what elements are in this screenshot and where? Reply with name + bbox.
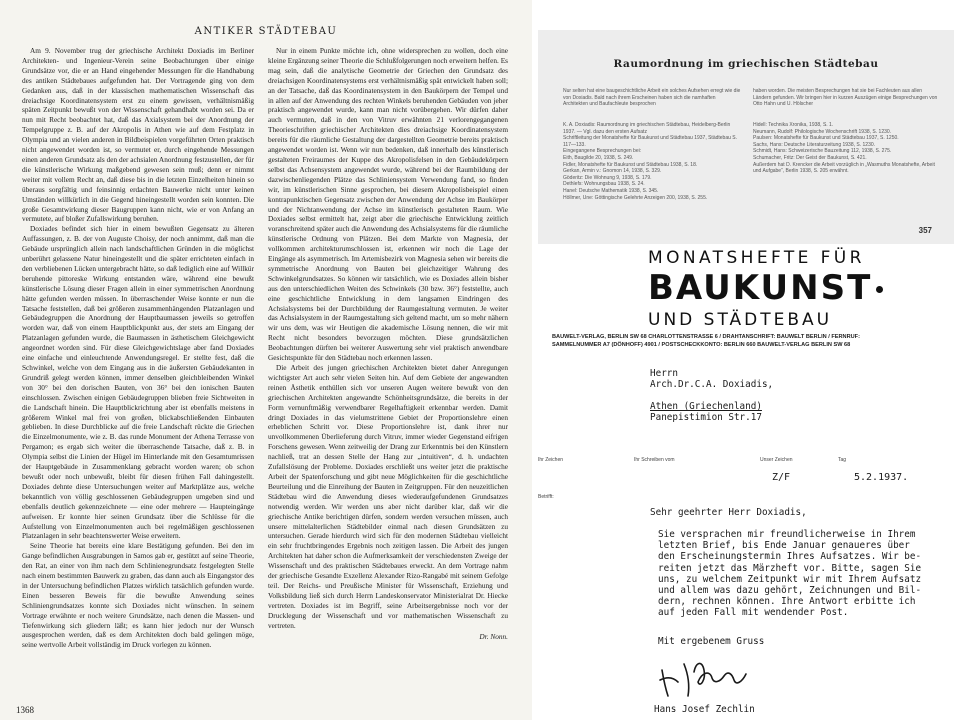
article-column-1: [22, 46, 254, 682]
letterhead-line-2: [648, 268, 883, 308]
paragraph: Doxiades befindet sich hier in einem bewußten Gegensatz zu älteren Auffassungen, z. B. der von Auguste Choisy, der noch annimmt, daß man die Gebäude ursprünglich allein nach landschaftlichen Gründen in die möglichst unberührt gelassene Natur hineingestellt und die später errichteten einfach in den verbliebenen Lücken untergebracht hätte, so daß lediglich eine auf Willkür beruhende pittoreske Wirkung entstanden wäre, während eine bewußt künstlerische Lösung dieser Fragen allein in einer symmetrischen Anordnung hätte gefunden werden müssen. In überraschender Weise konnte er nun die Tatsache feststellen, daß bei größeren zusammenhängenden Platzanlagen und Gebäudegruppen die Anordnung der Hauptbaumassen jeweils so getroffen worden war, daß von einem Hauptblickpunkt aus, der stets am Eingang der Platzanlagen gefunden wurde, die Baumassen in ästhetischem Gleichgewicht angeordnet worden sind. Für diese Gleichgewichtslage aber fand Doxiades eine einfache und einleuchtende Anwendungsregel. Er stellte fest, daß die Schwinkel, welche von dem Eingang aus in die äußersten Gebäudekanten in Grundriß gelegt werden können, immer denselben gleichbleibenden Winkel von 30° bei den dorischen Bauten, von 36° bei den ionischen Bauten einschlossen. Zwischen einigen Gebäudegruppen blieben freie Sichtweiten in die Landschaft hinein. Die Hauptblickrichtung aber ist ebenfalls meistens in größerem Winkel mal frei von großen, blickabschließenden Einbauten geblieben. In diese Durchblicke auf die freie Landschaft rückte die Griechen die Einzelmonumente, wie z. B. das runde Monument der Athena Terrasse von Pergamon; es ergab sich weiter die überraschende Tatsache, daß z. B. in Olympia selbst die Linien der Hügel im Hinterlande mit den Gesamtumrissen der Hauptgebäude in Zusammenklang gebracht worden waren; ob schon bewußt oder noch unbewußt, bleibt für diesen frühen Fall dahingestellt. Doxiades dehnte diese Untersuchungen weiter auf Marktplätze aus, welche bekanntlich von völlig geschlossenen Gebäudegruppen umgeben sind und ebenfalls deutlich gekennzeichnete — eine oder mehrere — Haupteingänge aufweisen. Er konnte hier seinen Grundsatz über die Schlüsse für die Aufstellung von Einzelmonumenten auch bei regelmäßigen geschlossenen Platzanlagen in sehr beachtenswerter Weise erweitern.: [22, 224, 254, 541]
article-title: ANTIKER STÄDTEBAU: [194, 26, 338, 37]
paragraph: Nur in einem Punkte möchte ich, ohne widersprechen zu wollen, doch eine kleine Ergänzung seiner Theorie die Schlußfolgerungen noch erweitern helfen. Es mag sein, daß die analytische Geometrie der Griechen den Grundsatz des dreiachsigen Koordinatensystems erst verhältnismäßig spät entwickelt haben soll; an der Tatsache, daß das Koordinatensystem in den Baukörpern der Tempel und in allen auf der Anwendung des rechten Winkels beruhenden Gebäuden von jeher praktisch angewendet wurde, kann man nicht vorübergehen. Wir dürfen daher auch vermuten, daß in den von Vitruv erwähnten 21 verlorengegangenen Theorieschriften griechischer Architekten dies dreiachsige Koordinatensystem bereits für die räumliche Gestaltung der dargestellten Geometrie bereits praktisch angewendet worden ist. Wenn wir nun bedenken, daß innerhalb des künstlerisch gestalteten Freiraumes der Kuppe des Akropolisfelsen in den Gebäudekörpern selbst das Achsensystem angewendet wurde, während bei der Raumbildung der dazwischenliegenden Plätze das Schliniensystem Verwendung fand, so finden wir, im künstlerischen Sinne gesprochen, bei diesem Akropolisbeispiel einen kontrapunktischen Gegensatz zwischen der Anwendung der Achse im Baukörper und der Nichtanwendung der Achse im künstlerisch gestalteten Raum. Wie Doxiades selbst ermittelt hat, zeigt aber die griechische Entwicklung zeitlich voranschreitend später auch die Anwendung des Achsialsystems für die räumliche künstlerische Ordnung von Plätzen. Bei dem Markte von Magnesia, der vollkommen architekturumschlossen ist, erkennen wir noch die Lage der Eingänge als asymmetrisch. Im Artemisbezirk von Magnesia sehen wir bereits die symmetrische Anordnung von Bauten bei gleichzeitiger Wahrung des Schwinkelgrundsatzes. So können wir tatsächlich, wie es Doxiades allein bisher aus den unterschiedlichen Weiten des Schwinkels (30 bzw. 36°) feststellte, auch eine geschichtliche Entwicklung in dem langsamen Eindringen des Achsialsystems bei der Durchbildung der Raumgestaltung vermuten. Je weiter das Achsialsystem in der Raumgestaltung sich geltend macht, um so mehr nähern wir uns dem, was wir Heutigen die akademische Lösung nennen, die wir mit Recht nicht besonders bevorzugen möchten. Diese grundsätzlichen Beobachtungen dürften bei weiterer Auswertung sehr viel praktisch anwendbare Gesichtspunkte für den Städtebau noch erkennen lassen.: [268, 46, 508, 363]
value-tag: 5.2.1937.: [854, 472, 909, 483]
review-list-left: K. A. Doxiadis: Raumordnung im griechischen Städtebau, Heidelberg-Berlin 1937. — Vgl. dazu den ersten Aufsatz Schriftleitung der Monatshefte für Baukunst und Städtebau 1937, Städtebau S. 117—133. Eingegangene Besprechungen bei: Eith, Baugilde 20, 1938, S. 249. Fidler, Monatshefte für Baukunst und Städtebau 1938, S. 18. Gerkan, Armin v.: Gnomon 14, 1938, S. 329. Göderitz: Die Wohnung 9, 1938, S. 179. Dethlefs: Wohnungsbau 1938, S. 24. Hanel: Deutsche Mathematik 1938, S. 345. Höllmer, Une: Göttingische Gelehrte Anzeigen 200, 1938, S. 255.: [563, 122, 738, 201]
handwritten-signature-icon: [654, 652, 774, 702]
recipient-line-1: Herrn: [650, 368, 678, 379]
letterhead-baukunst: BAUKUNST: [648, 268, 873, 308]
letter-body: Sie versprachen mir freundlicherweise in Ihrem letzten Brief, bis Ende Januar genaueres über den Erscheinungstermin Ihres Aufsatzes. Wir be- reiten jetzt das Märzheft vor. Bitte, sagen Sie uns, zu welchem Zeitpunkt wir mit Ihrem Aufsatz und allem was dazu gehört, Zeichnungen und Bil- dern, rechnen können. Ihre Antwort erbitte ich auf jeden Fall mit wendender Post.: [658, 529, 922, 619]
author-signature: Dr. Nonn.: [479, 632, 508, 642]
review-title: Raumordnung im griechischen Städtebau: [613, 58, 879, 70]
label-ihr-schreiben: Ihr Schreiben vom: [634, 457, 675, 463]
paragraph: Seine Theorie hat bereits eine klare Bestätigung gefunden. Bei den im Gange befindlichen Ausgrabungen in Samos gab er, gestützt auf seine Theorie, den Rat, an einer von ihm nach dem Schlinienegrundsatz festgelegten Stelle nach einem bestimmten Bauwerk zu graben, das dann auch als Eingangstor des in der Untersuchung befindlichen Platzes wirklich tatsächlich gefunden wurde. Einen besseren Beweis für die bewußte Anwendung seines Schliniengrundsatzes konnte sich Doxiades nicht wünschen. In seinem Vortrage erwähnte er noch weitere Grundsätze, nach denen die Massen- und Tiefenwirkung sich gliedern läßt; es kann hier jedoch nur der Wunsch ausgesprochen werden, daß es dem Architekten doch bald gelingen möge, seine wertvolle Arbeit vollständig im Druck vorlegen zu können.: [22, 541, 254, 650]
paragraph: Am 9. November trug der griechische Architekt Doxiadis im Berliner Architekten- und Ingenieur-Verein seine Beobachtungen über einige Grundsätze vor, die er an Hand eingehender Messungen für die Handhabung des antiken Städtebaues aufgefunden hat. Der Vortragende ging von dem Gedanken aus, daß in der klassischen mathematischen Wissenschaft das dreiachsige Koordinatensystem erst zu einem gewissen, verhältnismäßig späten Zeitpunkt bewußt von der Wissenschaft gehandhabt worden sei. Da er nun mit Recht beobachtet hat, daß das Axialsystem bei der Anordnung der Tempelgruppe z. B. auf der Akropolis in Athen wie auf dem Festplatz in Olympia und an vielen anderen in Bildbeispielen vorgeführten Orten praktisch nicht angewendet worden ist, so vermutet er, durch eingehende Messungen einen anderen Grundsatz als den der achsialen Anordnung festzustellen, der für die künstlerische Wirkung maßgebend gewesen sein muß; denn er nimmt weiter mit vollem Recht an, daß diese bis in die letzten Einzelheiten hinein so überaus sorgfältig und feinsinnig erdachten Bauwerke nicht unter keinen Umständen willkürlich in die Gegend hineingestellt worden sein konnten. Die große Gesamtwirkung dieser Baugruppen kann nicht, wie er von Anfang an vermutete, auf bloßer Zufallswirkung beruhen.: [22, 46, 254, 224]
letterhead-line-3: UND STÄDTEBAU: [648, 310, 833, 330]
letterhead-dot-icon: [876, 286, 883, 293]
label-betreff: Betrifft:: [538, 494, 554, 500]
article-column-2: [268, 46, 508, 682]
review-page-number: 357: [918, 226, 932, 235]
salutation: Sehr geehrter Herr Doxiadis,: [650, 507, 807, 518]
label-ihr-zeichen: Ihr Zeichen: [538, 457, 564, 463]
intro-text-right: haben worden. Die meisten Besprechungen hat sie bei Fachleuten aus allen Ländern gefunden. Wir bringen hier in kurzen Auszügen einige Besprechungen von Otto Hahn und U. Hölscher: [753, 88, 938, 108]
recipient-street: Panepistimion Str.17: [650, 412, 762, 423]
label-unser-zeichen: Unser Zeichen: [760, 457, 793, 463]
value-unser-zeichen: Z/F: [772, 472, 791, 483]
publisher-line-2: SAMMELNUMMER A7 (DÖNHOFF) 4901 / POSTSCHECKKONTO: BERLIN 660 BAUWELT-VERLAG BERLIN SW 68: [552, 342, 851, 348]
closing: Mit ergebenem Gruss: [658, 636, 765, 647]
recipient-city: Athen (Griechenland): [650, 401, 762, 412]
paragraph: Die Arbeit des jungen griechischen Architekten bietet daher Anregungen wichtigster Art auch sehr vielen Seiten hin. Auf dem Gebiete der angewandten reinen Ästhetik enthüllen sich vor unseren Augen weitere bewußt von den griechischen Architekten angewandte Schönheitsgrundsätze, die bereits in der Form vernunftmäßig verwendbarer Regelhaftigkeit erkennbar werden. Damit dringt Doxiades in das vielumstrittene Gebiet der Proportionslehre einen erheblichen Schritt vor. Diese Proportionslehre ist, dank ihrer nur unvollkommenen Überlieferung durch Vitruv, immer wieder Gegenstand eifrigen Forschens gewesen. Wenn zeitweilig der Drang zur Erkenntnis bei den Künstlern nachließ, trat an dessen Stelle der Hang zur „intuitiven“, d. h. undachten Zufallslösung der Probleme. Doxiades erschließt uns weiter jetzt die praktische Arbeit der Spatenforschung und gibt neue Möglichkeiten für die geschichtliche Beurteilung und die Einreihung der Bauten in Zeitgruppen. Für den neuzeitlichen Städtebau wird die Anwendung dieses wiederaufgefundenen Grundsatzes notwendig werden. Wir werden uns aber nicht darüber klar, daß wir die griechische Antike berichtigen dürfen, sondern werden versuchen müssen, auch unsere mittelalterlichen Städtebilder einmal nach diesen Grundsätzen zu untersuchen. Gerade hierdurch wird sich für den modernen Städtebau vielleicht ein sehr fruchtbringendes Ergebnis noch zeitigen lassen. Die Arbeit des jungen Architekten hat daher schon die Aufmerksamkeit der verschiedensten Zweige der Wissenschaft und des praktischen Städtebaues erweckt. An dem Vortrage nahm der griechische Gesandte Exzellenz Alexander Rizo-Rangabé mit seinem Gefolge teil. Der Reichs- und Preußische Minister für Wissenschaft, Erziehung und Volksbildung ließ sich durch Herrn Landeskonservator Ministerialrat Dr. Hiecke vertreten. Doxiades ist im Begriff, seine Arbeitsergebnisse noch vor der Drucklegung der Wissenschaft und vor mathematischen Wissenschaft zu vertreten.: [268, 363, 508, 630]
review-list-right: Hidell: Technika Xronika, 1938, S. 1. Neumann, Rudolf: Philologische Wochenschrift 1938, S. 1230. Paulsen: Monatshefte für Baukunst und Städtebau 1937, S. 1250. Sachs, Hans: Deutsche Literaturzeitung 1938, S. 1230. Schmidt, Hans: Schweizerische Bauzeitung 112, 1938, S. 275. Schumacher, Fritz: Der Geist der Baukunst, S. 421. Außerdem hat D. Krencker die Arbeit vorzüglich in „Wasmuths Monatshefte, Arbeit und Aufgabe“, Berlin 1938, S. 205 erwähnt.: [753, 122, 935, 175]
intro-text-left: Nur selten hat eine baugeschichtliche Arbeit ein solches Aufsehen erregt wie die von Doxiadis. Bald nach ihrem Erscheinen haben sich die namhaften Architekten und Baufachleute besprochen: [563, 88, 741, 108]
letterhead-line-1: MONATSHEFTE FÜR: [648, 248, 865, 268]
label-tag: Tag: [838, 457, 847, 463]
recipient-address: [650, 368, 773, 423]
publisher-line-1: BAUWELT-VERLAG, BERLIN SW 68 CHARLOTTENSTRASSE 6 / DRAHTANSCHRIFT: BAUWELT BERLIN / FERNRUF:: [552, 334, 860, 340]
page-number: 1368: [16, 705, 34, 715]
publisher-info: [552, 333, 950, 349]
recipient-line-2: Arch.Dr.C.A. Doxiadis,: [650, 379, 774, 390]
signer-name: Hans Josef Zechlin: [654, 704, 755, 715]
letter-page: [538, 244, 954, 720]
review-page-scan: [538, 30, 954, 244]
